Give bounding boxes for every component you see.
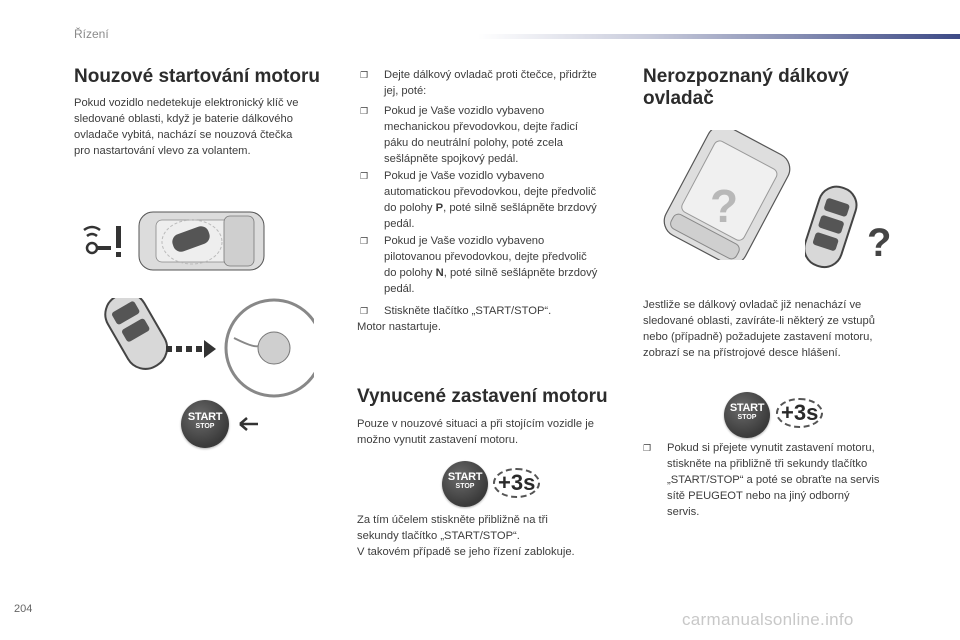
question-mark-icon: ? — [710, 180, 739, 232]
start-stop-button-icon: START STOP — [724, 392, 770, 438]
watermark: carmanualsonline.info — [682, 610, 854, 629]
header-gradient-bar — [478, 34, 960, 39]
plus-three-seconds-icon: +3s — [493, 468, 540, 498]
bullet-item: ❐ Pokud je Vaše vozidlo vybaveno automatickou převodovkou, dejte předvolič do polohy P, poté silně sešlápněte brzdový pedál. — [360, 170, 597, 230]
unrecognized-key-text: Jestliže se dálkový ovladač již nenachází ve sledované oblasti, zavíráte-li některý ze vstupů nebo (případně) požadujete zastavení motoru, zobrazí se na přístrojové desce hlášení. — [643, 299, 875, 359]
pointing-arrow — [232, 416, 260, 432]
key-fob-icon — [805, 182, 861, 270]
page-number: 204 — [14, 603, 33, 615]
key-warning-icon — [84, 226, 121, 257]
forced-stop-intro: Pouze v nouzové situaci a při stojícím vozidle je možno vynutit zastavení motoru. — [357, 418, 594, 446]
heading-unrecognized-key: Nerozpoznaný dálkový ovladač — [643, 66, 849, 109]
bullet-item: ❐ Pokud je Vaše vozidlo vybaveno pilotovanou převodovkou, dejte předvolič do polohy N, poté silně sešlápněte brzdový pedál. — [360, 235, 598, 295]
dotted-arrow — [166, 340, 216, 358]
bullet-item: ❐ Stiskněte tlačítko „START/STOP“. — [360, 305, 552, 317]
section-title: Řízení — [74, 27, 109, 41]
key-fob-icon — [98, 298, 174, 376]
heading-emergency-start: Nouzové startování motoru — [74, 66, 320, 87]
bullet-item: ❐ Pokud si přejete vynutit zastavení motoru, stiskněte na přibližně tři sekundy tlačítko „START/STOP“ a poté se obraťte na servis sítě PEUGEOT nebo na jiný odborný servis. — [643, 442, 880, 518]
key-to-reader-illustration — [74, 298, 314, 398]
left-intro: Pokud vozidlo nedetekuje elektronický klíč ve sledované oblasti, když je baterie dálkového ovladače vybitá, nachází se nouzová čtečka pro nastartování vlevo za volantem. — [74, 97, 299, 157]
forced-stop-outro: Za tím účelem stiskněte přibližně na tři sekundy tlačítko „START/STOP“. V takovém případě se jeho řízení zablokuje. — [357, 514, 575, 558]
question-mark-icon: ? — [867, 221, 892, 265]
bullet-item: ❐ Dejte dálkový ovladač proti čtečce, přidržte jej, poté: — [360, 69, 597, 97]
start-stop-button-icon: START STOP — [442, 461, 488, 507]
car-with-question-illustration — [652, 130, 802, 260]
motor-started-text: Motor nastartuje. — [357, 321, 441, 333]
heading-forced-stop: Vynucené zastavení motoru — [357, 386, 608, 407]
plus-three-seconds-icon: +3s — [776, 398, 823, 428]
car-top-view-with-key-illustration — [74, 200, 274, 290]
key-with-question-illustration — [805, 178, 900, 270]
bullet-item: ❐ Pokud je Vaše vozidlo vybaveno mechanickou převodovkou, dejte řadicí páku do neutrální polohy, poté zcela sešlápněte spojkový pedál. — [360, 105, 579, 165]
start-stop-button-icon: START STOP — [181, 400, 229, 448]
